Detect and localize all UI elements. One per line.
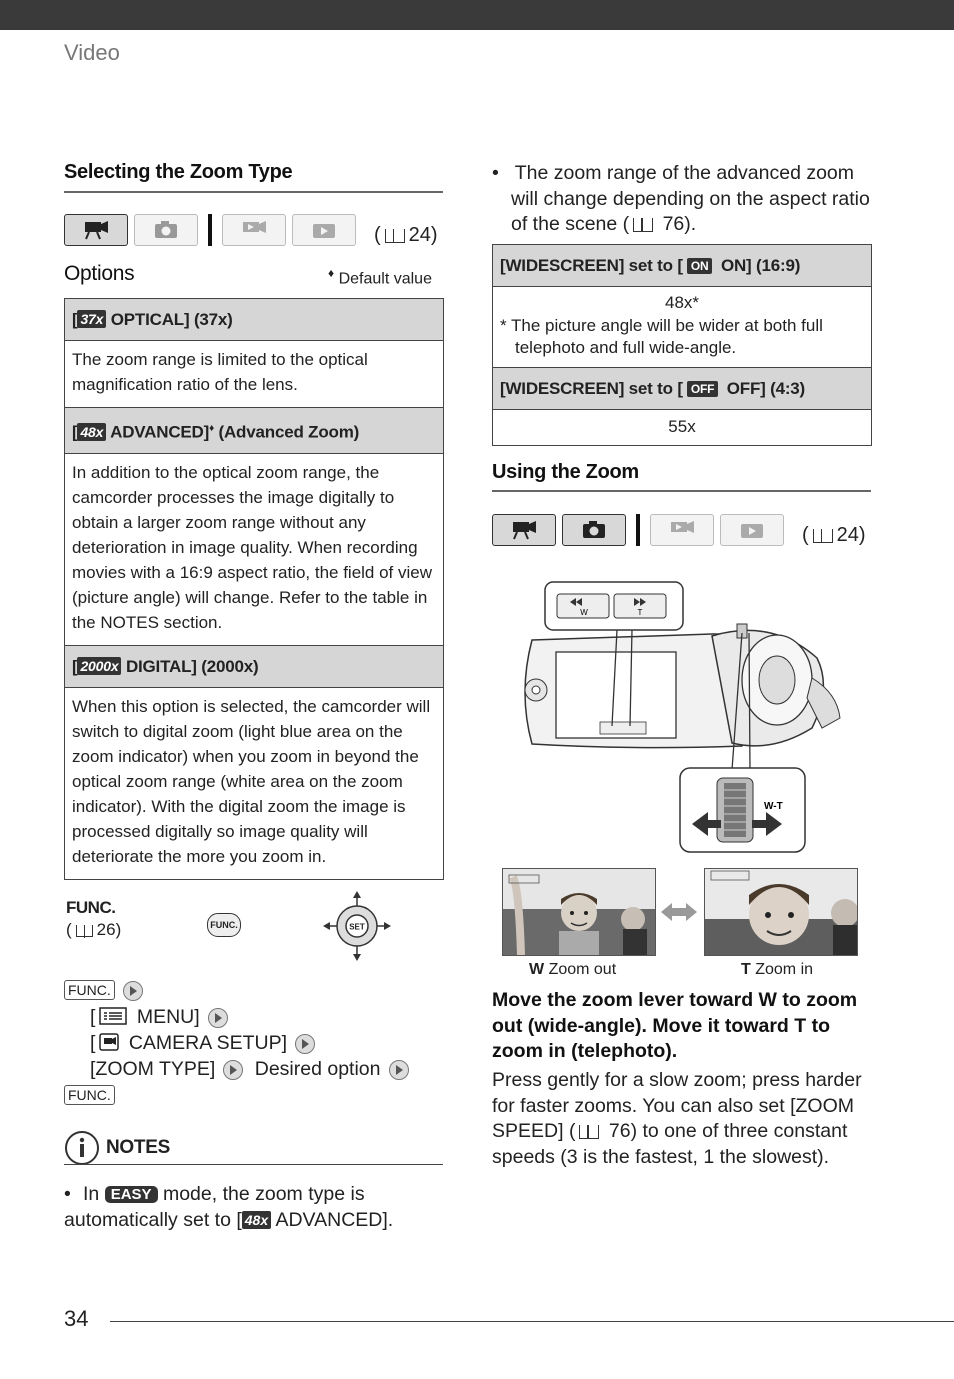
using-zoom-title: Using the Zoom <box>492 461 639 483</box>
default-value-note: ♦ Default value <box>328 266 432 288</box>
zoom-out-photo <box>502 868 656 956</box>
zoom-paragraph: Press gently for a slow zoom; press harder for faster zooms. You can also set [ZOOM SPEED] ( 76) to one of three constant speeds (3 is the fastest, 1 the slowest). <box>492 1069 862 1168</box>
func-button-icon: FUNC. <box>207 913 241 937</box>
step-zoom-type: [ZOOM TYPE] Desired option <box>90 1057 409 1083</box>
step-menu: [ MENU] <box>90 1005 228 1031</box>
section-label: Video <box>64 40 120 65</box>
note-item: • In EASY mode, the zoom type is automatically set to [ 48x ADVANCED]. <box>64 1183 394 1231</box>
mode-icons-left <box>64 214 356 246</box>
options-label: Options <box>64 262 135 285</box>
badge-48x: 48x <box>242 1211 271 1229</box>
zoom-instruction: Move the zoom lever toward W to zoom out (wide-angle). Move it toward T to zoom in (telephoto). <box>492 989 858 1062</box>
movie-playback-icon <box>222 214 286 246</box>
option-desc-advanced: In addition to the optical zoom range, the camcorder processes the image digitally to obtain a larger zoom range without any deterioration in image quality. When recording movies with a 16:9 aspect ratio, the field of view (picture angle) will change. Refer to the table in the NOTES section. <box>65 453 444 645</box>
widescreen-on-value: 48x* <box>664 293 700 312</box>
options-table <box>64 298 444 880</box>
option-header-optical: [ 37x OPTICAL] (37x) <box>65 299 444 341</box>
step-func-end <box>64 1085 115 1105</box>
movie-playback-icon <box>650 514 714 546</box>
notes-title: NOTES <box>106 1137 170 1158</box>
arrow-icon <box>295 1034 315 1054</box>
zoom-in-caption: T Zoom in <box>741 961 814 978</box>
option-header-advanced: [ 48x ADVANCED]♦ (Advanced Zoom) <box>65 408 444 454</box>
widescreen-on-note: * The picture angle will be wider at both full telephoto and full wide-angle. <box>500 316 823 357</box>
zoom-out-caption: W Zoom out <box>529 961 617 978</box>
zoom-in-photo <box>704 868 858 956</box>
movie-mode-icon <box>492 514 556 546</box>
svg-text:T: T <box>637 608 643 617</box>
book-icon <box>579 1125 599 1139</box>
double-arrow-icon <box>660 900 698 924</box>
svg-text:W-T: W-T <box>764 801 783 812</box>
arrow-icon <box>223 1060 243 1080</box>
mode-separator <box>636 514 640 546</box>
badge-37x: 37x <box>77 310 106 328</box>
mode-icons-right <box>492 514 784 546</box>
option-header-digital: [ 2000x DIGITAL] (2000x) <box>65 645 444 687</box>
book-icon <box>76 925 93 937</box>
using-zoom-rule <box>492 490 871 492</box>
mode-reference: ( 24) <box>802 524 866 546</box>
title-rule <box>64 191 443 193</box>
camcorder-illustration <box>512 578 852 858</box>
photo-mode-icon <box>562 514 626 546</box>
notes-rule <box>64 1164 443 1165</box>
func-label: FUNC. <box>66 898 116 917</box>
zoom-type-title: Selecting the Zoom Type <box>64 161 293 183</box>
photo-playback-icon <box>292 214 356 246</box>
page-number: 34 <box>64 1306 89 1331</box>
widescreen-table <box>492 244 872 446</box>
arrow-icon <box>208 1008 228 1028</box>
widescreen-on-header: [WIDESCREEN] set to [ ON ON] (16:9) <box>493 245 872 287</box>
widescreen-off-header: [WIDESCREEN] set to [ OFF OFF] (4:3) <box>493 368 872 410</box>
off-badge: OFF <box>687 381 718 397</box>
mode-reference: ( 24) <box>374 224 438 246</box>
arrow-icon <box>123 981 143 1001</box>
widescreen-off-value: 55x <box>493 410 872 446</box>
widescreen-off-row <box>493 410 872 446</box>
on-badge: ON <box>687 258 713 274</box>
book-icon <box>633 218 653 232</box>
photo-playback-icon <box>720 514 784 546</box>
top-bar <box>0 0 954 30</box>
advanced-zoom-bullet: • The zoom range of the advanced zoom will change depending on the aspect ratio of the scene ( 76). <box>492 162 870 235</box>
badge-48x: 48x <box>77 423 106 441</box>
movie-mode-icon <box>64 214 128 246</box>
mode-separator <box>208 214 212 246</box>
step-func-start <box>64 980 143 1001</box>
set-label: SET <box>349 922 365 932</box>
joystick-icon <box>322 890 392 962</box>
camera-setup-icon <box>98 1032 120 1052</box>
func-tag: FUNC. <box>64 980 115 1000</box>
svg-text:W: W <box>580 608 588 617</box>
info-icon <box>64 1130 100 1166</box>
arrow-icon <box>389 1060 409 1080</box>
menu-icon <box>99 1007 127 1025</box>
badge-2000x: 2000x <box>77 657 121 675</box>
photo-mode-icon <box>134 214 198 246</box>
easy-badge: EASY <box>105 1186 158 1203</box>
option-desc-digital: When this option is selected, the camcorder will switch to digital zoom (light blue area on the zoom indicator) when you zoom in beyond the optical zoom range (white area on the zoom indicator). With the digital zoom the image is processed digitally so image quality will deteriorate the more you zoom in. <box>65 687 444 879</box>
option-desc-optical: The zoom range is limited to the optical magnification ratio of the lens. <box>65 341 444 408</box>
book-icon <box>385 229 405 243</box>
widescreen-on-row <box>493 287 872 368</box>
step-camera-setup: [ CAMERA SETUP] <box>90 1031 315 1057</box>
func-reference: ( 26) <box>66 920 122 939</box>
book-icon <box>813 529 833 543</box>
func-tag: FUNC. <box>64 1085 115 1105</box>
footer-rule <box>110 1321 954 1322</box>
